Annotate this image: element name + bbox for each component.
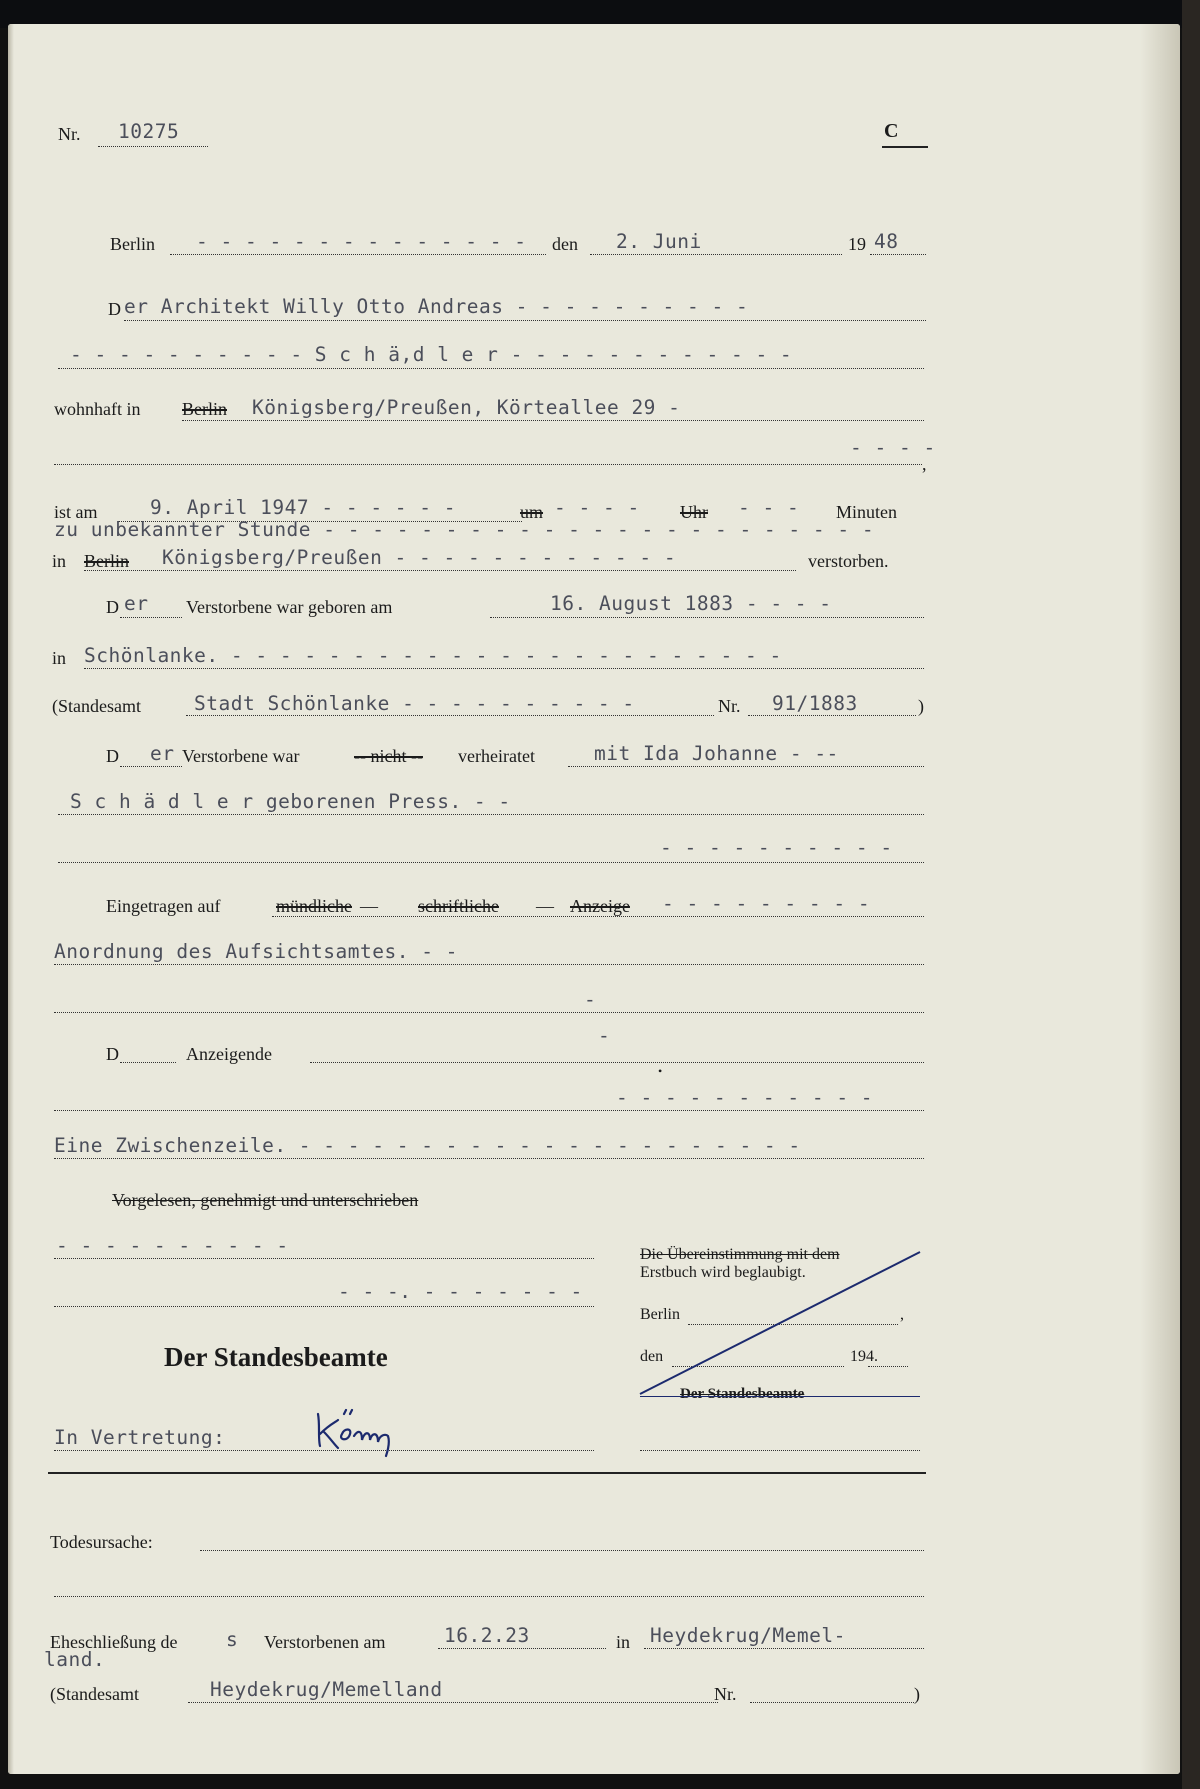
footer-nr-dotted [750,1702,914,1703]
birth-standesamt-value: Stadt Schönlanke - - - - - - - - - - [194,692,635,715]
anzeigende-dotted [310,1062,924,1063]
corner-mark-underline [882,146,928,148]
section-divider [48,1472,926,1474]
city-dashes: - - - - - - - - - - - - - - [196,230,527,253]
registration-dash-b: - [598,1024,611,1047]
cert-signature-dotted [640,1450,920,1451]
marriage-gender-suffix: er [150,742,175,765]
registration-label: Eingetragen auf [106,896,221,916]
registration-line1-dotted [272,916,924,917]
city-dotted-line [170,254,546,255]
eheschliessung-label: Eheschließung de [50,1632,178,1652]
residence-cont-dashes: - - - - [850,436,936,459]
cert-den: den [640,1348,664,1365]
registration-line2-dotted [54,964,924,965]
closing-line2-dotted [54,1306,594,1307]
marriage-line3-dotted [58,862,924,863]
anzeigende-dot: • [658,1064,663,1078]
cert-year: 194. [850,1348,878,1365]
nr-dotted-line [98,146,208,147]
marriage-spouse-line2-dotted [58,814,924,815]
closing-dashes-b: - - -. - - - - - - - [338,1280,583,1303]
den-label: den [552,234,578,254]
anzeigende-prefix: D [106,1044,119,1064]
year-dotted-line [870,254,926,255]
marriage-place-line1: Heydekrug/Memel- [650,1624,846,1647]
book-spine [1182,0,1200,1789]
date-dotted-line [590,254,842,255]
death-place: Königsberg/Preußen - - - - - - - - - - - - [162,546,677,569]
birth-suffix-dotted [120,617,182,618]
death-min-dashes: - - - [738,496,800,519]
birth-standesamt-dotted [186,715,714,716]
death-minuten-label: Minuten [836,502,897,522]
marriage-prefix: D [106,746,119,766]
todesursache-dotted [200,1550,924,1551]
marriage-place-line2: land. [44,1648,106,1671]
birth-place: Schönlanke. - - - - - - - - - - - - - - - - - - - - - - - [84,644,782,667]
year-prefix: 19 [848,234,866,254]
birth-prefix: D [106,597,119,617]
corner-mark: C [884,120,899,142]
closing-line1-dotted [54,1258,594,1259]
zwischenzeile-dotted [54,1158,924,1159]
registration-struck-anzeige: Anzeige [570,896,630,916]
verstorbenen-am-label: Verstorbenen am [264,1632,386,1652]
residence-struck-berlin: Berlin [182,399,227,419]
birth-place-dotted [84,668,924,669]
birth-standesamt-label: (Standesamt [52,696,141,716]
vertretung-label: In Vertretung: [54,1426,226,1449]
zwischenzeile-note: Eine Zwischenzeile. - - - - - - - - - - - - - - - - - - - - - [54,1134,801,1157]
birth-date: 16. August 1883 - - - - [550,592,832,615]
birth-in-label: in [52,648,67,668]
eheschliessung-suffix: s [226,1628,239,1651]
year-suffix: 48 [874,230,899,253]
cert-diagonal-strike [636,1250,926,1416]
anzeigende-dashes: - - - - - - - - - - - [616,1086,874,1109]
residence-line2-dotted [54,464,922,465]
marriage-label: Verstorbene war [182,746,300,766]
person-name-line1: er Architekt Willy Otto Andreas - - - - - - - - - - [124,295,749,318]
footer-close-paren: ) [914,1684,920,1704]
registration-line3-dotted [54,1012,924,1013]
death-place-dotted [84,570,796,571]
person-prefix: D [108,299,121,319]
death-um-dashes: - - - - [554,496,640,519]
footer-standesamt-dotted [188,1702,718,1703]
register-page [8,24,1180,1774]
date-value: 2. Juni [616,230,702,253]
register-number: 10275 [118,120,180,143]
registration-struck-muendliche: mündliche [276,896,352,916]
cert-signer-struck: Der Standesbeamte [680,1386,805,1402]
nr-label: Nr. [58,124,81,144]
death-date: 9. April 1947 - - - - - - [150,496,456,519]
vorgelesen-struck: Vorgelesen, genehmigt und unterschrieben [112,1190,419,1210]
birth-nr-dotted [748,715,916,716]
cert-line1-struck: Die Übereinstimmung mit dem [640,1246,840,1263]
marriage-in-label: in [616,1632,631,1652]
marriage-spouse-line1: mit Ida Johanne - -- [594,742,839,765]
birth-nr-label: Nr. [718,696,741,716]
footer-nr-label: Nr. [714,1684,737,1704]
registration-struck-schriftliche: schriftliche [418,896,499,916]
death-unknown-hour: zu unbekannter Stunde - - - - - - - - - - - - - - - - - - - - - - - [54,518,875,541]
marriage-date: 16.2.23 [444,1624,530,1647]
marriage-spouse-line1-dotted [568,766,924,767]
registration-dashes: - - - - - - - - - [662,892,871,915]
todesursache-line2-dotted [54,1596,924,1597]
standesbeamte-title: Der Standesbeamte [164,1342,388,1372]
death-in-struck-berlin: Berlin [84,551,129,571]
registration-dash-a: - [584,988,597,1011]
residence-value: Königsberg/Preußen, Körteallee 29 - [252,396,681,419]
registration-dash1: — [360,896,378,916]
signature-koehny [308,1394,428,1458]
todesursache-label: Todesursache: [50,1532,153,1552]
anzeigende-line2-dotted [54,1110,924,1111]
birth-date-dotted [490,617,924,618]
marriage-place-dotted [644,1648,924,1649]
registration-dash2: — [536,896,554,916]
birth-nr-value: 91/1883 [772,692,858,715]
birth-close-paren: ) [918,696,924,716]
person-line2-dotted [58,368,924,369]
birth-label: Verstorbene war geboren am [186,597,393,617]
marriage-suffix-dotted [120,766,182,767]
cert-comma: , [900,1306,904,1323]
residence-dotted-line [182,420,924,421]
page-left-edge [8,24,14,1774]
city-label: Berlin [110,234,155,254]
death-uhr-struck: Uhr [680,502,708,522]
marriage-verheiratet: verheiratet [458,746,535,766]
footer-standesamt-label: (Standesamt [50,1684,139,1704]
cert-berlin: Berlin [640,1306,680,1323]
birth-gender-suffix: er [124,592,149,615]
footer-standesamt-value: Heydekrug/Memelland [210,1678,443,1701]
person-surname-line: - - - - - - - - - - S c h ä,d l e r - - - - - - - - - - - - [70,343,793,366]
anzeigende-prefix-dotted [120,1062,176,1063]
death-um-struck: um [520,502,544,522]
marriage-date-dotted [438,1648,606,1649]
anzeigende-label: Anzeigende [186,1044,272,1064]
cert-line2: Erstbuch wird beglaubigt. [640,1264,806,1281]
death-verstorben: verstorben. [808,551,889,571]
marriage-spouse-line2: S c h ä d l e r geborenen Press. - - [70,790,511,813]
person-line1-dotted [124,320,926,321]
residence-label: wohnhaft in [54,399,141,419]
marriage-nicht-struck: -- nicht -- [354,746,423,766]
residence-comma: , [922,454,927,474]
registration-line2: Anordnung des Aufsichtsamtes. - - [54,940,458,963]
page-right-shade [1140,24,1180,1774]
marriage-dashes3: - - - - - - - - - - [660,836,893,859]
death-ist-am-label: ist am [54,502,98,522]
death-in-label: in [52,551,67,571]
closing-dashes-a: - - - - - - - - - - [56,1234,289,1257]
